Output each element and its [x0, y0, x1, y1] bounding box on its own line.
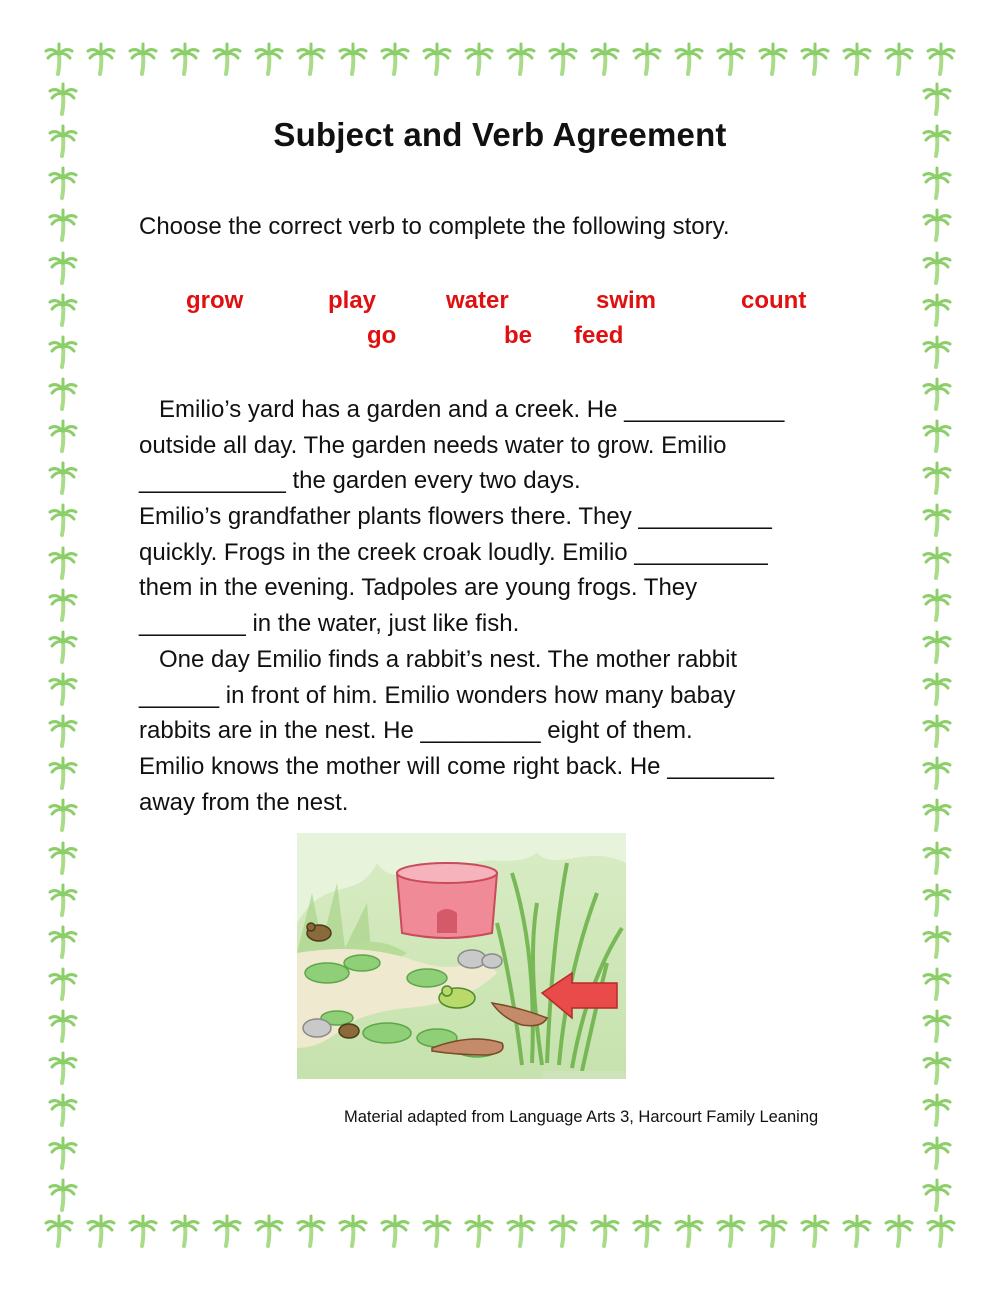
palm-tree-icon	[48, 714, 78, 748]
story-line	[139, 678, 899, 714]
word-option[interactable]: be	[504, 322, 533, 349]
palm-tree-icon	[296, 42, 326, 76]
palm-tree-icon	[48, 883, 78, 917]
palm-tree-icon	[922, 166, 952, 200]
answer-blank[interactable]: __________	[634, 538, 768, 566]
palm-tree-icon	[922, 841, 952, 875]
palm-tree-icon	[922, 546, 952, 580]
palm-tree-icon	[716, 42, 746, 76]
palm-tree-icon	[922, 1051, 952, 1085]
palm-tree-icon	[922, 419, 952, 453]
word-option[interactable]: count	[741, 287, 807, 314]
story-line	[139, 535, 899, 571]
palm-tree-icon	[48, 841, 78, 875]
border-bottom	[44, 1212, 956, 1250]
story-text-segment: rabbits are in the nest. He	[139, 717, 421, 745]
palm-tree-icon	[128, 1214, 158, 1248]
palm-tree-icon	[338, 1214, 368, 1248]
answer-blank[interactable]: ________	[667, 752, 774, 780]
palm-tree-icon	[842, 1214, 872, 1248]
answer-blank[interactable]: __________	[638, 503, 772, 531]
palm-tree-icon	[296, 1214, 326, 1248]
palm-tree-icon	[170, 1214, 200, 1248]
palm-tree-icon	[926, 1214, 956, 1248]
story-text	[139, 392, 899, 820]
palm-tree-icon	[590, 42, 620, 76]
garden-scene-illustration	[297, 833, 626, 1079]
word-option[interactable]: swim	[596, 287, 657, 314]
palm-tree-icon	[506, 1214, 536, 1248]
border-left	[44, 82, 82, 1212]
palm-tree-icon	[48, 503, 78, 537]
palm-tree-icon	[922, 967, 952, 1001]
palm-tree-icon	[922, 461, 952, 495]
palm-tree-icon	[48, 293, 78, 327]
palm-tree-icon	[422, 42, 452, 76]
palm-tree-icon	[922, 756, 952, 790]
palm-tree-icon	[884, 1214, 914, 1248]
palm-tree-icon	[922, 883, 952, 917]
word-option[interactable]: grow	[186, 287, 244, 314]
answer-blank[interactable]: ____________	[624, 396, 785, 423]
story-line	[139, 428, 899, 464]
word-option[interactable]: feed	[574, 322, 624, 349]
palm-tree-icon	[464, 42, 494, 76]
story-line	[139, 499, 899, 535]
palm-tree-icon	[922, 208, 952, 242]
palm-tree-icon	[48, 335, 78, 369]
answer-blank[interactable]: _________	[420, 717, 541, 745]
story-line	[139, 749, 899, 785]
palm-tree-icon	[48, 166, 78, 200]
palm-tree-icon	[48, 630, 78, 664]
answer-blank[interactable]: ________	[139, 610, 246, 638]
palm-tree-icon	[548, 42, 578, 76]
source-credit: Material adapted from Language Arts 3, Harcourt Family Leaning	[344, 1108, 819, 1126]
palm-tree-icon	[254, 1214, 284, 1248]
palm-tree-icon	[48, 461, 78, 495]
story-text-segment: the garden every two days.	[285, 467, 581, 495]
palm-tree-icon	[48, 1178, 78, 1212]
story-text-segment: Emilio’s grandfather plants flowers there. They	[139, 503, 639, 531]
story-line	[139, 785, 899, 821]
palm-tree-icon	[380, 42, 410, 76]
palm-tree-icon	[922, 1093, 952, 1127]
palm-tree-icon	[922, 503, 952, 537]
palm-tree-icon	[422, 1214, 452, 1248]
palm-tree-icon	[48, 208, 78, 242]
palm-tree-icon	[128, 42, 158, 76]
page-title: Subject and Verb Agreement	[273, 116, 727, 153]
answer-blank[interactable]: ___________	[139, 467, 286, 495]
palm-tree-icon	[922, 251, 952, 285]
word-option[interactable]: play	[328, 287, 377, 314]
palm-tree-icon	[48, 672, 78, 706]
palm-tree-icon	[48, 419, 78, 453]
palm-tree-icon	[506, 42, 536, 76]
story-text-segment: them in the evening. Tadpoles are young frogs. They	[139, 574, 698, 602]
palm-tree-icon	[758, 42, 788, 76]
palm-tree-icon	[842, 42, 872, 76]
palm-tree-icon	[800, 42, 830, 76]
palm-tree-icon	[922, 335, 952, 369]
story-line	[139, 642, 899, 678]
palm-tree-icon	[48, 798, 78, 832]
palm-tree-icon	[922, 798, 952, 832]
story-text-segment: outside all day. The garden needs water to grow. Emilio	[139, 431, 727, 459]
palm-tree-icon	[922, 925, 952, 959]
palm-tree-icon	[48, 588, 78, 622]
story-text-segment: One day Emilio finds a rabbit’s nest. The mother rabbit	[139, 645, 738, 673]
palm-tree-icon	[716, 1214, 746, 1248]
palm-tree-icon	[254, 42, 284, 76]
palm-tree-icon	[48, 82, 78, 116]
palm-tree-icon	[48, 546, 78, 580]
story-line	[139, 570, 899, 606]
story-text-segment: quickly. Frogs in the creek croak loudly. Emilio	[139, 538, 635, 566]
palm-tree-icon	[212, 42, 242, 76]
palm-tree-icon	[758, 1214, 788, 1248]
palm-tree-icon	[86, 1214, 116, 1248]
story-line	[139, 713, 899, 749]
story-text-segment: eight of them.	[540, 717, 693, 745]
border-right	[918, 82, 956, 1212]
palm-tree-icon	[884, 42, 914, 76]
palm-tree-icon	[922, 714, 952, 748]
palm-tree-icon	[48, 377, 78, 411]
palm-tree-icon	[212, 1214, 242, 1248]
story-line	[139, 463, 899, 499]
palm-tree-icon	[922, 377, 952, 411]
palm-tree-icon	[548, 1214, 578, 1248]
story-text-segment: Emilio knows the mother will come right back. He	[139, 752, 668, 780]
palm-tree-icon	[922, 1136, 952, 1170]
instructions: Choose the correct verb to complete the following story.	[139, 213, 730, 240]
story-text-segment: in the water, just like fish.	[245, 610, 520, 638]
palm-tree-icon	[922, 672, 952, 706]
palm-tree-icon	[86, 42, 116, 76]
story-line	[139, 606, 899, 642]
story-line	[139, 392, 899, 428]
palm-tree-icon	[800, 1214, 830, 1248]
palm-tree-icon	[632, 1214, 662, 1248]
story-text-segment: Emilio’s yard has a garden and a creek. He	[139, 396, 625, 423]
word-option[interactable]: water	[446, 287, 509, 314]
border-top	[44, 40, 956, 78]
answer-blank[interactable]: ______	[139, 681, 220, 709]
palm-tree-icon	[44, 42, 74, 76]
palm-tree-icon	[44, 1214, 74, 1248]
palm-tree-icon	[48, 925, 78, 959]
story-text-segment: away from the nest.	[139, 788, 349, 816]
palm-tree-icon	[48, 1093, 78, 1127]
palm-tree-icon	[338, 42, 368, 76]
word-option[interactable]: go	[367, 322, 397, 349]
palm-tree-icon	[922, 588, 952, 622]
palm-tree-icon	[674, 1214, 704, 1248]
palm-tree-icon	[922, 293, 952, 327]
palm-tree-icon	[48, 1009, 78, 1043]
palm-tree-icon	[674, 42, 704, 76]
palm-tree-icon	[48, 251, 78, 285]
palm-tree-icon	[922, 630, 952, 664]
palm-tree-icon	[48, 756, 78, 790]
palm-tree-icon	[922, 1009, 952, 1043]
palm-tree-icon	[922, 1178, 952, 1212]
palm-tree-icon	[590, 1214, 620, 1248]
palm-tree-icon	[922, 82, 952, 116]
palm-tree-icon	[48, 1051, 78, 1085]
palm-tree-icon	[170, 42, 200, 76]
palm-tree-icon	[926, 42, 956, 76]
palm-tree-icon	[48, 1136, 78, 1170]
palm-tree-icon	[48, 967, 78, 1001]
palm-tree-icon	[464, 1214, 494, 1248]
palm-tree-icon	[632, 42, 662, 76]
story-text-segment: in front of him. Emilio wonders how many babay	[219, 681, 736, 709]
palm-tree-icon	[380, 1214, 410, 1248]
